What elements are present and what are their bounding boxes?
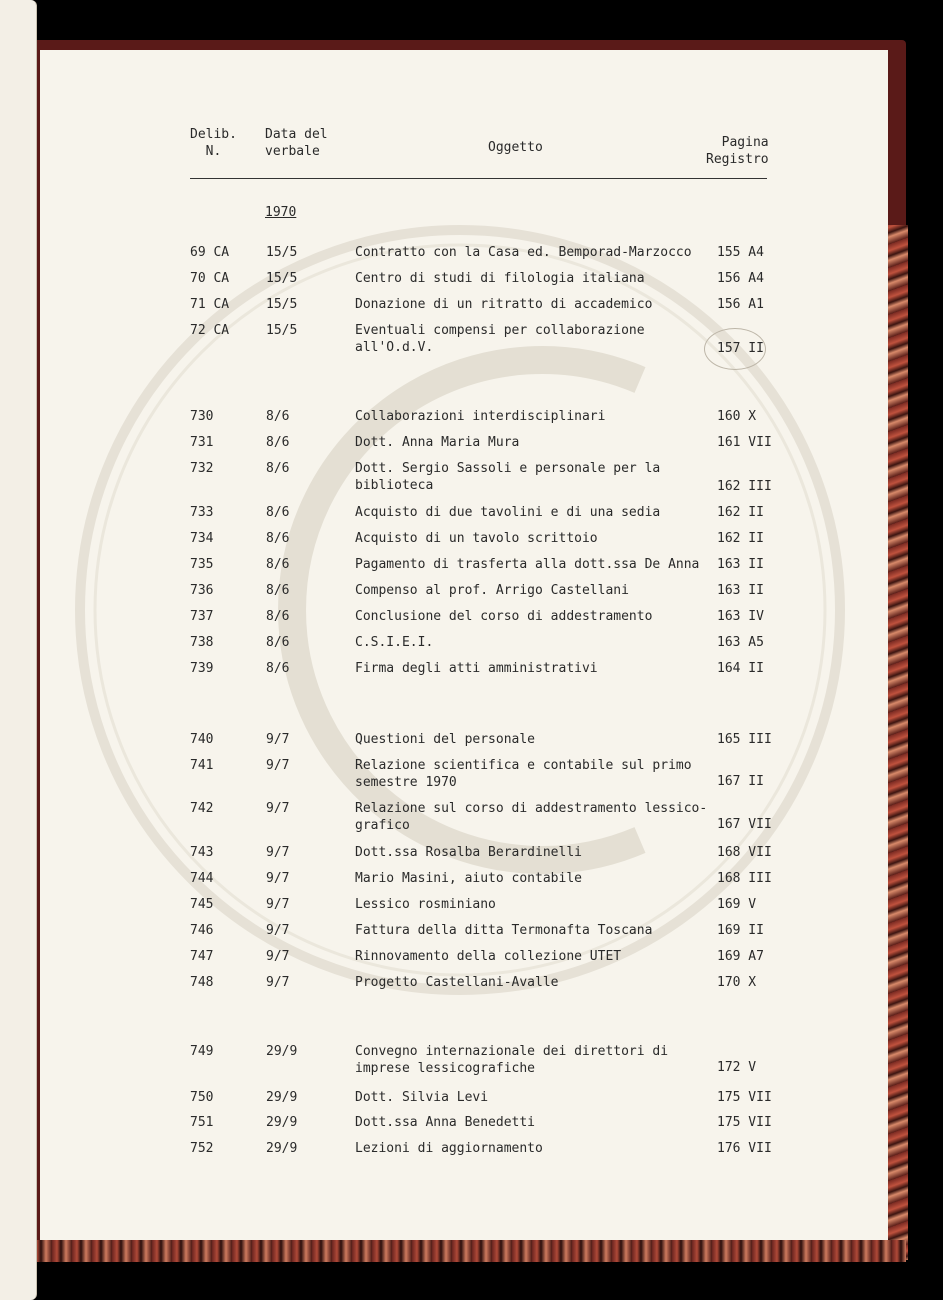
verbale-date: 9/7 bbox=[266, 949, 290, 964]
oggetto-text: Firma degli atti amministrativi bbox=[355, 661, 598, 676]
oggetto-text: Relazione scientifica e contabile sul primo semestre 1970 bbox=[355, 758, 692, 790]
previous-page-edge bbox=[0, 0, 37, 1300]
pagina-registro: 156 A4 bbox=[717, 271, 764, 286]
verbale-date: 8/6 bbox=[266, 409, 290, 424]
pagina-registro: 162 III bbox=[717, 479, 772, 494]
verbale-date: 15/5 bbox=[266, 297, 298, 312]
verbale-date: 8/6 bbox=[266, 461, 290, 476]
oggetto-text: Convegno internazionale dei direttori di imprese lessicografiche bbox=[355, 1044, 669, 1076]
oggetto-text: Dott.ssa Rosalba Berardinelli bbox=[355, 845, 582, 860]
delib-number: 71 CA bbox=[190, 297, 230, 312]
oggetto-text: Fattura della ditta Termonafta Toscana bbox=[355, 923, 653, 938]
delib-number: 734 bbox=[190, 531, 214, 546]
delib-number: 749 bbox=[190, 1044, 214, 1059]
delib-number: 743 bbox=[190, 845, 214, 860]
delib-number: 735 bbox=[190, 557, 214, 572]
delib-number: 740 bbox=[190, 732, 214, 747]
verbale-date: 9/7 bbox=[266, 871, 290, 886]
header-pagina: Pagina Registro bbox=[706, 135, 769, 167]
header-delib: Delib. N. bbox=[190, 127, 237, 159]
oggetto-text: Dott.ssa Anna Benedetti bbox=[355, 1115, 536, 1130]
pagina-registro: 175 VII bbox=[717, 1115, 772, 1130]
verbale-date: 8/6 bbox=[266, 609, 290, 624]
verbale-date: 15/5 bbox=[266, 323, 298, 338]
oggetto-text: Centro di studi di filologia italiana bbox=[355, 271, 645, 286]
oggetto-text: Rinnovamento della collezione UTET bbox=[355, 949, 622, 964]
verbale-date: 9/7 bbox=[266, 845, 290, 860]
header-data: Data del verbale bbox=[265, 127, 328, 159]
verbale-date: 9/7 bbox=[266, 923, 290, 938]
pagina-registro: 169 II bbox=[717, 923, 764, 938]
verbale-date: 8/6 bbox=[266, 635, 290, 650]
pagina-registro: 165 III bbox=[717, 732, 772, 747]
oggetto-text: Donazione di un ritratto di accademico bbox=[355, 297, 653, 312]
oggetto-text: Acquisto di un tavolo scrittoio bbox=[355, 531, 598, 546]
pagina-registro: 169 A7 bbox=[717, 949, 764, 964]
delib-number: 733 bbox=[190, 505, 214, 520]
pagina-registro: 176 VII bbox=[717, 1141, 772, 1156]
delib-number: 745 bbox=[190, 897, 214, 912]
pagina-registro: 163 IV bbox=[717, 609, 764, 624]
verbale-date: 29/9 bbox=[266, 1044, 298, 1059]
verbale-date: 8/6 bbox=[266, 435, 290, 450]
delib-number: 738 bbox=[190, 635, 214, 650]
pagina-registro: 161 VII bbox=[717, 435, 772, 450]
pagina-registro: 167 II bbox=[717, 774, 764, 789]
oggetto-text: Dott. Silvia Levi bbox=[355, 1090, 489, 1105]
header-rule bbox=[190, 178, 767, 179]
oggetto-text: Eventuali compensi per collaborazione all'O.d.V. bbox=[355, 323, 645, 355]
pagina-registro: 175 VII bbox=[717, 1090, 772, 1105]
pagina-registro: 157 II bbox=[717, 341, 764, 356]
delib-number: 741 bbox=[190, 758, 214, 773]
oggetto-text: Lessico rosminiano bbox=[355, 897, 496, 912]
oggetto-text: Acquisto di due tavolini e di una sedia bbox=[355, 505, 661, 520]
pagina-registro: 172 V bbox=[717, 1060, 757, 1075]
year-heading: 1970 bbox=[265, 205, 297, 220]
delib-number: 732 bbox=[190, 461, 214, 476]
verbale-date: 8/6 bbox=[266, 661, 290, 676]
delib-number: 750 bbox=[190, 1090, 214, 1105]
verbale-date: 8/6 bbox=[266, 531, 290, 546]
pagina-registro: 162 II bbox=[717, 531, 764, 546]
oggetto-text: Collaborazioni interdisciplinari bbox=[355, 409, 606, 424]
verbale-date: 9/7 bbox=[266, 732, 290, 747]
verbale-date: 8/6 bbox=[266, 557, 290, 572]
pagina-registro: 169 V bbox=[717, 897, 757, 912]
pagina-registro: 168 VII bbox=[717, 845, 772, 860]
delib-number: 72 CA bbox=[190, 323, 230, 338]
verbale-date: 9/7 bbox=[266, 975, 290, 990]
pagina-registro: 164 II bbox=[717, 661, 764, 676]
verbale-date: 15/5 bbox=[266, 245, 298, 260]
pagina-registro: 163 A5 bbox=[717, 635, 764, 650]
verbale-date: 15/5 bbox=[266, 271, 298, 286]
oggetto-text: Contratto con la Casa ed. Bemporad-Marzocco bbox=[355, 245, 692, 260]
delib-number: 742 bbox=[190, 801, 214, 816]
delib-number: 746 bbox=[190, 923, 214, 938]
delib-number: 70 CA bbox=[190, 271, 230, 286]
pagina-registro: 163 II bbox=[717, 557, 764, 572]
delib-number: 747 bbox=[190, 949, 214, 964]
verbale-date: 29/9 bbox=[266, 1090, 298, 1105]
pagina-registro: 167 VII bbox=[717, 817, 772, 832]
delib-number: 731 bbox=[190, 435, 214, 450]
delib-number: 69 CA bbox=[190, 245, 230, 260]
oggetto-text: Questioni del personale bbox=[355, 732, 536, 747]
oggetto-text: Pagamento di trasferta alla dott.ssa De Anna bbox=[355, 557, 700, 572]
pagina-registro: 162 II bbox=[717, 505, 764, 520]
oggetto-text: Dott. Anna Maria Mura bbox=[355, 435, 520, 450]
delib-number: 736 bbox=[190, 583, 214, 598]
verbale-date: 9/7 bbox=[266, 801, 290, 816]
delib-number: 730 bbox=[190, 409, 214, 424]
pagina-registro: 156 A1 bbox=[717, 297, 764, 312]
oggetto-text: C.S.I.E.I. bbox=[355, 635, 434, 650]
delib-number: 744 bbox=[190, 871, 214, 886]
oggetto-text: Progetto Castellani-Avalle bbox=[355, 975, 559, 990]
delib-number: 748 bbox=[190, 975, 214, 990]
header-oggetto: Oggetto bbox=[488, 140, 543, 155]
pagina-registro: 170 X bbox=[717, 975, 757, 990]
delib-number: 737 bbox=[190, 609, 214, 624]
delib-number: 751 bbox=[190, 1115, 214, 1130]
pagina-registro: 168 III bbox=[717, 871, 772, 886]
verbale-date: 29/9 bbox=[266, 1115, 298, 1130]
oggetto-text: Relazione sul corso di addestramento lessico- grafico bbox=[355, 801, 708, 833]
verbale-date: 8/6 bbox=[266, 505, 290, 520]
oggetto-text: Mario Masini, aiuto contabile bbox=[355, 871, 582, 886]
marbled-edge-bottom bbox=[32, 1240, 906, 1262]
pagina-registro: 155 A4 bbox=[717, 245, 764, 260]
oggetto-text: Dott. Sergio Sassoli e personale per la biblioteca bbox=[355, 461, 661, 493]
verbale-date: 8/6 bbox=[266, 583, 290, 598]
delib-number: 739 bbox=[190, 661, 214, 676]
oggetto-text: Compenso al prof. Arrigo Castellani bbox=[355, 583, 629, 598]
verbale-date: 29/9 bbox=[266, 1141, 298, 1156]
delib-number: 752 bbox=[190, 1141, 214, 1156]
pagina-registro: 163 II bbox=[717, 583, 764, 598]
verbale-date: 9/7 bbox=[266, 758, 290, 773]
oggetto-text: Conclusione del corso di addestramento bbox=[355, 609, 653, 624]
oggetto-text: Lezioni di aggiornamento bbox=[355, 1141, 543, 1156]
pagina-registro: 160 X bbox=[717, 409, 757, 424]
verbale-date: 9/7 bbox=[266, 897, 290, 912]
